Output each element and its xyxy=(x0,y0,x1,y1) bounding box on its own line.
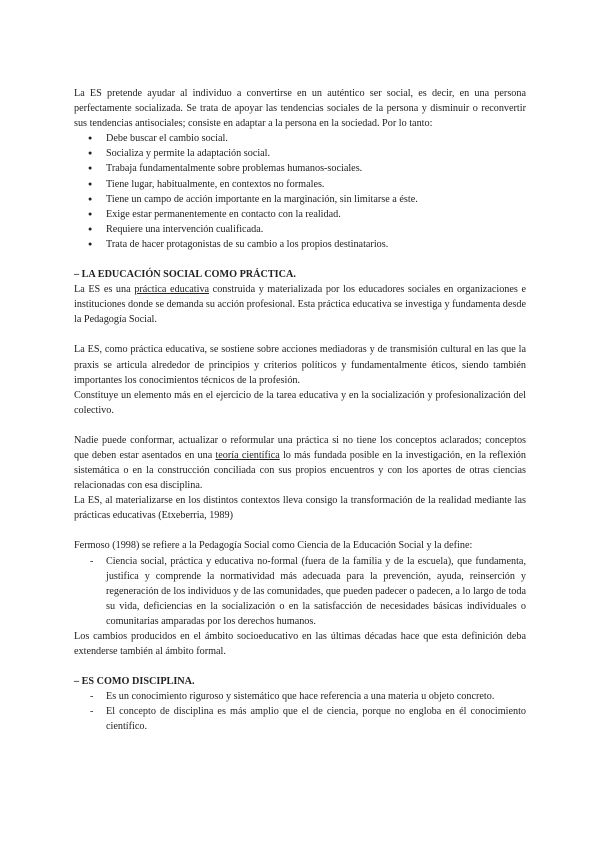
list-item: ● Tiene un campo de acción importante en la marginación, sin limitarse a éste. xyxy=(74,192,526,207)
list-item: ● Trabaja fundamentalmente sobre problemas humanos-sociales. xyxy=(74,161,526,176)
characteristics-list xyxy=(74,131,526,252)
intro-paragraph: La ES pretende ayudar al individuo a convertirse en un auténtico ser social, es decir, en una persona perfectamente socializada. Se trata de apoyar las tendencias sociales de la persona y disminuir o reconvertir sus tendencias antisociales; consiste en adaptar a la persona en la sociedad. Por lo tanto: xyxy=(74,88,526,130)
text-span: construida y materializada por los educadores sociales en organizaciones e instituciones donde se demanda su acción profesional. Esta práctica educativa se investiga y fundamenta desde la Pedagogía Social. xyxy=(74,284,526,326)
practica-educativa-link[interactable]: práctica educativa xyxy=(134,284,210,296)
fermoso-definition-list xyxy=(74,554,526,629)
document-page xyxy=(74,86,526,735)
paragraph-mediadoras: La ES, como práctica educativa, se sostiene sobre acciones mediadoras y de transmisión cultural en las que la praxis se articula alrededor de principios y criterios políticos y fundamentalmente éticos, siendo también importantes los conocimientos técnicos de la profesión. xyxy=(74,344,526,386)
disciplina-list xyxy=(74,689,526,734)
text-span: La ES es una xyxy=(74,284,135,296)
list-item: ● Requiere una intervención cualificada. xyxy=(74,222,526,237)
section-heading-disciplina: – ES COMO DISCIPLINA. xyxy=(74,676,195,688)
list-item: - Ciencia social, práctica y educativa no-formal (fuera de la familia y de la escuela), que fundamenta, justifica y comprende la normatividad más adecuada para la prevención, ayuda, reinserción y regeneración de los individuos y de las comunidades, que pueden padecer o padecen, a lo largo de toda su vida, deficiencias en la socialización o en la satisfacción de necesidades básicas individuales o comunitarias amparadas por los derechos humanos. xyxy=(74,554,526,629)
list-item: - Es un conocimiento riguroso y sistemático que hace referencia a una materia u objeto concreto. xyxy=(74,689,526,704)
section-heading-practica: – LA EDUCACIÓN SOCIAL COMO PRÁCTICA. xyxy=(74,269,296,281)
list-item: ● Debe buscar el cambio social. xyxy=(74,131,526,146)
list-item: ● Tiene lugar, habitualmente, en contextos no formales. xyxy=(74,177,526,192)
paragraph-fermoso: Fermoso (1998) se refiere a la Pedagogía Social como Ciencia de la Educación Social y la define: xyxy=(74,540,473,552)
list-item: ● Socializa y permite la adaptación social. xyxy=(74,146,526,161)
text-span: Nadie puede conformar, actualizar o reformular una práctica si no tiene los conceptos aclarados; conceptos que deben estar asentados en una xyxy=(74,434,526,461)
paragraph-constituye: Constituye un elemento más en el ejercicio de la tarea educativa y en la socialización y profesionalización del colectivo. xyxy=(74,389,526,416)
list-item: ● Trata de hacer protagonistas de su cambio a los propios destinatarios. xyxy=(74,237,526,252)
paragraph-nadie-puede xyxy=(74,433,526,493)
list-item: - El concepto de disciplina es más amplio que el de ciencia, porque no engloba en él conocimiento científico. xyxy=(74,704,526,734)
teoria-cientifica-link[interactable]: teoría científica xyxy=(215,449,280,461)
paragraph-practica-definition xyxy=(74,282,526,327)
list-item: ● Exige estar permanentemente en contacto con la realidad. xyxy=(74,207,526,222)
paragraph-materializarse: La ES, al materializarse en los distintos contextos lleva consigo la transformación de la realidad mediante las prácticas educativas (Etxeberria, 1989) xyxy=(74,495,526,522)
text-span: lo más fundada posible en la investigación, en la reflexión sistemática o en la construcción conciliada con sus propios encuentros y con los aportes de otras ciencias relacionadas con esa disciplina. xyxy=(74,449,526,492)
paragraph-cambios: Los cambios producidos en el ámbito socioeducativo en las últimas décadas hace que esta definición deba extenderse también al ámbito formal. xyxy=(74,631,526,658)
